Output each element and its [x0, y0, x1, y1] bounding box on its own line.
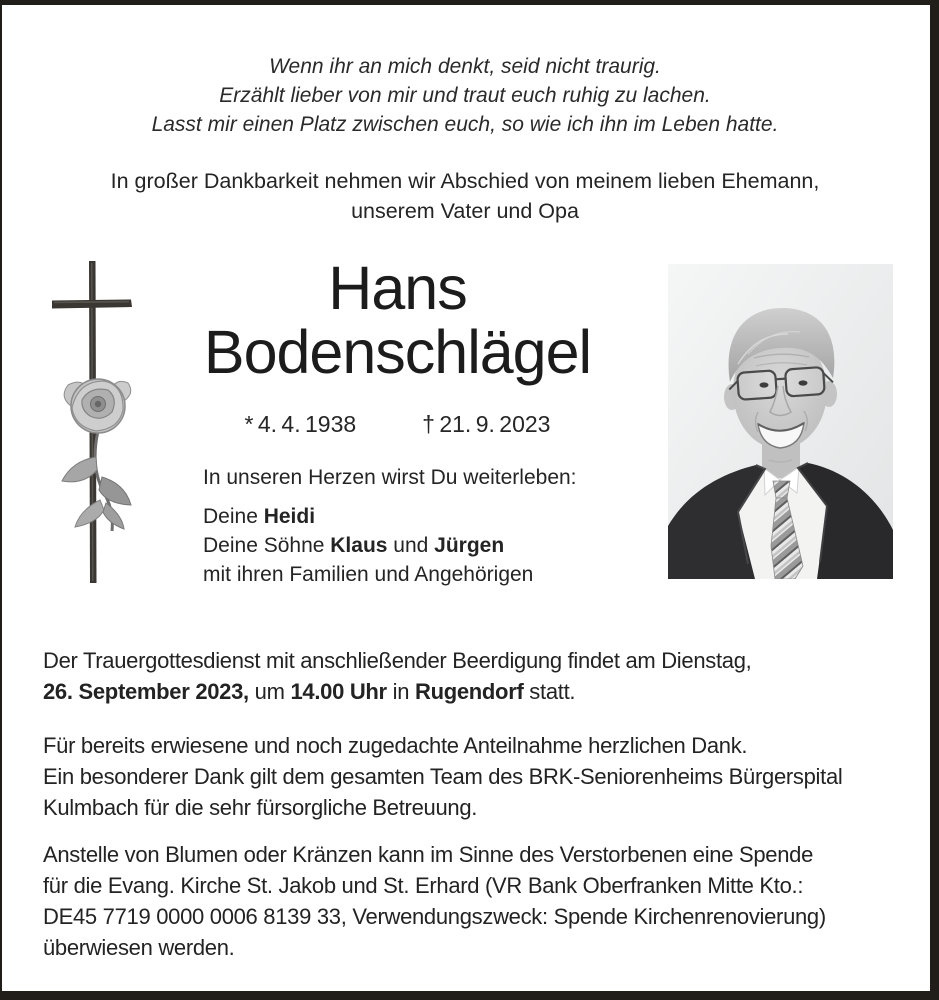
- service-line: [43, 676, 903, 707]
- deceased-portrait-photo: [668, 264, 893, 579]
- donation-paragraph: [43, 839, 903, 963]
- clipping-border-top: [0, 0, 939, 5]
- mourner-conjunction: und: [387, 534, 435, 557]
- mourners-section: [203, 463, 663, 589]
- quote-line: Wenn ihr an mich denkt, seid nicht traurig.: [269, 55, 661, 78]
- donation-line: Anstelle von Blumen oder Kränzen kann im Sinne des Verstorbenen eine Spende: [43, 842, 814, 867]
- service-line: Der Trauergottesdienst mit anschließender Beerdigung findet am Dienstag,: [43, 648, 752, 673]
- donation-line: DE45 7719 0000 0006 8139 33, Verwendungszweck: Spende Kirchenrenovierung): [43, 904, 826, 929]
- cross-with-rose-icon: [40, 253, 140, 588]
- life-dates: [165, 411, 630, 438]
- clipping-border-bottom: [0, 991, 939, 1000]
- service-info: [43, 645, 903, 707]
- deceased-name: [165, 256, 630, 384]
- service-text: in: [386, 679, 415, 704]
- service-text: statt.: [523, 679, 576, 704]
- service-text: um: [248, 679, 291, 704]
- thanks-line: Für bereits erwiesene und noch zugedachte Anteilnahme herzlichen Dank.: [43, 733, 748, 758]
- service-date: 26. September 2023,: [43, 679, 249, 704]
- birth-date: * 4. 4. 1938: [244, 411, 357, 437]
- mourner-line: [203, 502, 663, 531]
- service-place: Rugendorf: [414, 679, 524, 704]
- mourner-name: Jürgen: [434, 534, 505, 557]
- death-date: † 21. 9. 2023: [422, 411, 551, 437]
- clipping-border-right: [930, 0, 939, 1000]
- thanks-line: Ein besonderer Dank gilt dem gesamten Team des BRK-Seniorenheims Bürgerspital: [43, 764, 843, 789]
- quote-line: Erzählt lieber von mir und traut euch ruhig zu lachen.: [219, 84, 711, 107]
- remembrance-heading: In unseren Herzen wirst Du weiterleben:: [203, 466, 577, 489]
- farewell-intro: [0, 166, 930, 226]
- donation-line: überwiesen werden.: [43, 935, 235, 960]
- mourner-name: Klaus: [330, 534, 388, 557]
- quote-line: Lasst mir einen Platz zwischen euch, so wie ich ihn im Leben hatte.: [151, 113, 779, 136]
- memorial-quote: [0, 52, 930, 139]
- deceased-last-name: Bodenschlägel: [203, 318, 592, 386]
- deceased-first-name: Hans: [328, 254, 467, 322]
- mourner-line: mit ihren Familien und Angehörigen: [203, 563, 534, 586]
- donation-line: für die Evang. Kirche St. Jakob und St. Erhard (VR Bank Oberfranken Mitte Kto.:: [43, 873, 804, 898]
- intro-line: In großer Dankbarkeit nehmen wir Abschied von meinem lieben Ehemann,: [110, 169, 820, 193]
- mourner-prefix: Deine Söhne: [203, 534, 331, 557]
- intro-line: unserem Vater und Opa: [351, 199, 579, 223]
- mourner-name: Heidi: [263, 505, 316, 528]
- service-time: 14.00 Uhr: [290, 679, 387, 704]
- mourner-line: [203, 531, 663, 560]
- mourner-prefix: Deine: [203, 505, 264, 528]
- clipping-border-left: [0, 0, 2, 1000]
- thanks-paragraph: [43, 730, 903, 823]
- thanks-line: Kulmbach für die sehr fürsorgliche Betreuung.: [43, 795, 478, 820]
